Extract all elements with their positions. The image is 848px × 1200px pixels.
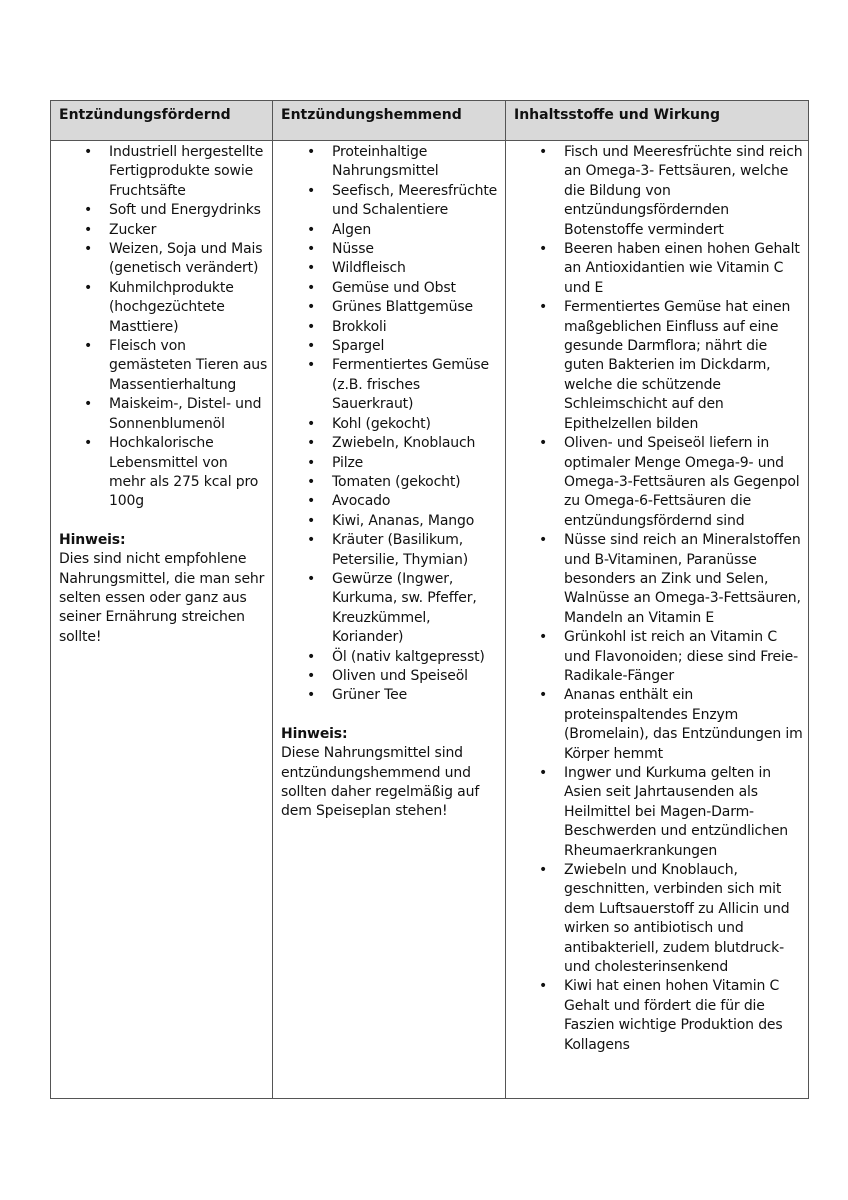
cell-anti-inflammatory — [273, 141, 506, 1099]
list-item: • Oliven und Speiseöl — [332, 667, 501, 686]
list-item: • Fisch und Meeresfrüchte sind reich an Omega-3- Fettsäuren, welche die Bildung von entzündungsfördernden Botenstoffe vermindert — [564, 143, 806, 240]
list-item: • Seefisch, Meeresfrüchte und Schalentiere — [332, 182, 501, 221]
list-item: • Ananas enthält ein proteinspaltendes Enzym (Bromelain), das Entzündungen im Körper hemmt — [564, 686, 806, 764]
list-pro-inflammatory — [109, 143, 268, 512]
cell-pro-inflammatory — [51, 141, 273, 1099]
hint-block-pro — [59, 531, 268, 647]
list-item: • Grünes Blattgemüse — [332, 298, 501, 317]
list-item: • Fermentiertes Gemüse hat einen maßgeblichen Einfluss auf eine gesunde Darmflora; nährt die guten Bakterien im Dickdarm, welche die schützende Schleimschicht auf den Epithelzellen bilden — [564, 298, 806, 434]
list-item: • Industriell hergestellte Fertigprodukte sowie Fruchtsäfte — [109, 143, 268, 201]
list-item: • Öl (nativ kaltgepresst) — [332, 648, 501, 667]
list-item: • Kuhmilchprodukte (hochgezüchtete Masttiere) — [109, 279, 268, 337]
cell-ingredients-effect — [506, 141, 809, 1099]
nutrition-table — [50, 100, 809, 1099]
list-item: • Kräuter (Basilikum, Petersilie, Thymian) — [332, 531, 501, 570]
list-item: • Gewürze (Ingwer, Kurkuma, sw. Pfeffer, Kreuzkümmel, Koriander) — [332, 570, 501, 648]
list-item: • Maiskeim-, Distel- und Sonnenblumenöl — [109, 395, 268, 434]
hint-title: Hinweis: — [59, 531, 126, 548]
header-pro-inflammatory: Entzündungsfördernd — [51, 101, 273, 141]
list-anti-inflammatory — [332, 143, 501, 706]
list-item: • Grünkohl ist reich an Vitamin C und Flavonoiden; diese sind Freie-Radikale-Fänger — [564, 628, 806, 686]
list-item: • Fleisch von gemästeten Tieren aus Massentierhaltung — [109, 337, 268, 395]
list-item: • Nüsse sind reich an Mineralstoffen und B-Vitaminen, Paranüsse besonders an Zink und Selen, Walnüsse an Omega-3-Fettsäuren, Mandeln an Vitamin E — [564, 531, 806, 628]
list-item: • Beeren haben einen hohen Gehalt an Antioxidantien wie Vitamin C und E — [564, 240, 806, 298]
hint-text: Diese Nahrungsmittel sind entzündungshemmend und sollten daher regelmäßig auf dem Speiseplan stehen! — [281, 745, 480, 820]
list-item: • Tomaten (gekocht) — [332, 473, 501, 492]
list-item: • Zwiebeln, Knoblauch — [332, 434, 501, 453]
list-item: • Algen — [332, 221, 501, 240]
list-item: • Soft und Energydrinks — [109, 201, 268, 220]
list-item: • Grüner Tee — [332, 686, 501, 705]
list-item: • Brokkoli — [332, 318, 501, 337]
list-item: • Pilze — [332, 454, 501, 473]
hint-block-anti — [281, 725, 501, 822]
hint-title: Hinweis: — [281, 725, 348, 742]
list-item: • Fermentiertes Gemüse (z.B. frisches Sauerkraut) — [332, 356, 501, 414]
header-ingredients-effect: Inhaltsstoffe und Wirkung — [506, 101, 809, 141]
list-item: • Hochkalorische Lebensmittel von mehr als 275 kcal pro 100g — [109, 434, 268, 512]
list-item: • Gemüse und Obst — [332, 279, 501, 298]
list-ingredients-effect — [564, 143, 806, 1055]
table-header-row — [51, 101, 809, 141]
list-item: • Nüsse — [332, 240, 501, 259]
list-item: • Proteinhaltige Nahrungsmittel — [332, 143, 501, 182]
list-item: • Oliven- und Speiseöl liefern in optimaler Menge Omega-9- und Omega-3-Fettsäuren als Gegenpol zu Omega-6-Fettsäuren die entzündungsfördernd sind — [564, 434, 806, 531]
list-item: • Avocado — [332, 492, 501, 511]
list-item: • Weizen, Soja und Mais (genetisch verändert) — [109, 240, 268, 279]
list-item: • Kiwi, Ananas, Mango — [332, 512, 501, 531]
list-item: • Ingwer und Kurkuma gelten in Asien seit Jahrtausenden als Heilmittel bei Magen-Darm-Beschwerden und entzündlichen Rheumaerkrankungen — [564, 764, 806, 861]
list-item: • Zwiebeln und Knoblauch, geschnitten, verbinden sich mit dem Luftsauerstoff zu Allicin und wirken so antibiotisch und antibakteriell, zudem blutdruck- und cholesterinsenkend — [564, 861, 806, 977]
list-item: • Wildfleisch — [332, 259, 501, 278]
list-item: • Zucker — [109, 221, 268, 240]
table-body-row — [51, 141, 809, 1099]
header-anti-inflammatory: Entzündungshemmend — [273, 101, 506, 141]
list-item: • Kohl (gekocht) — [332, 415, 501, 434]
list-item: • Spargel — [332, 337, 501, 356]
hint-text: Dies sind nicht empfohlene Nahrungsmittel, die man sehr selten essen oder ganz aus seiner Ernährung streichen sollte! — [59, 551, 265, 645]
list-item: • Kiwi hat einen hohen Vitamin C Gehalt und fördert die für die Faszien wichtige Produktion des Kollagens — [564, 977, 806, 1055]
